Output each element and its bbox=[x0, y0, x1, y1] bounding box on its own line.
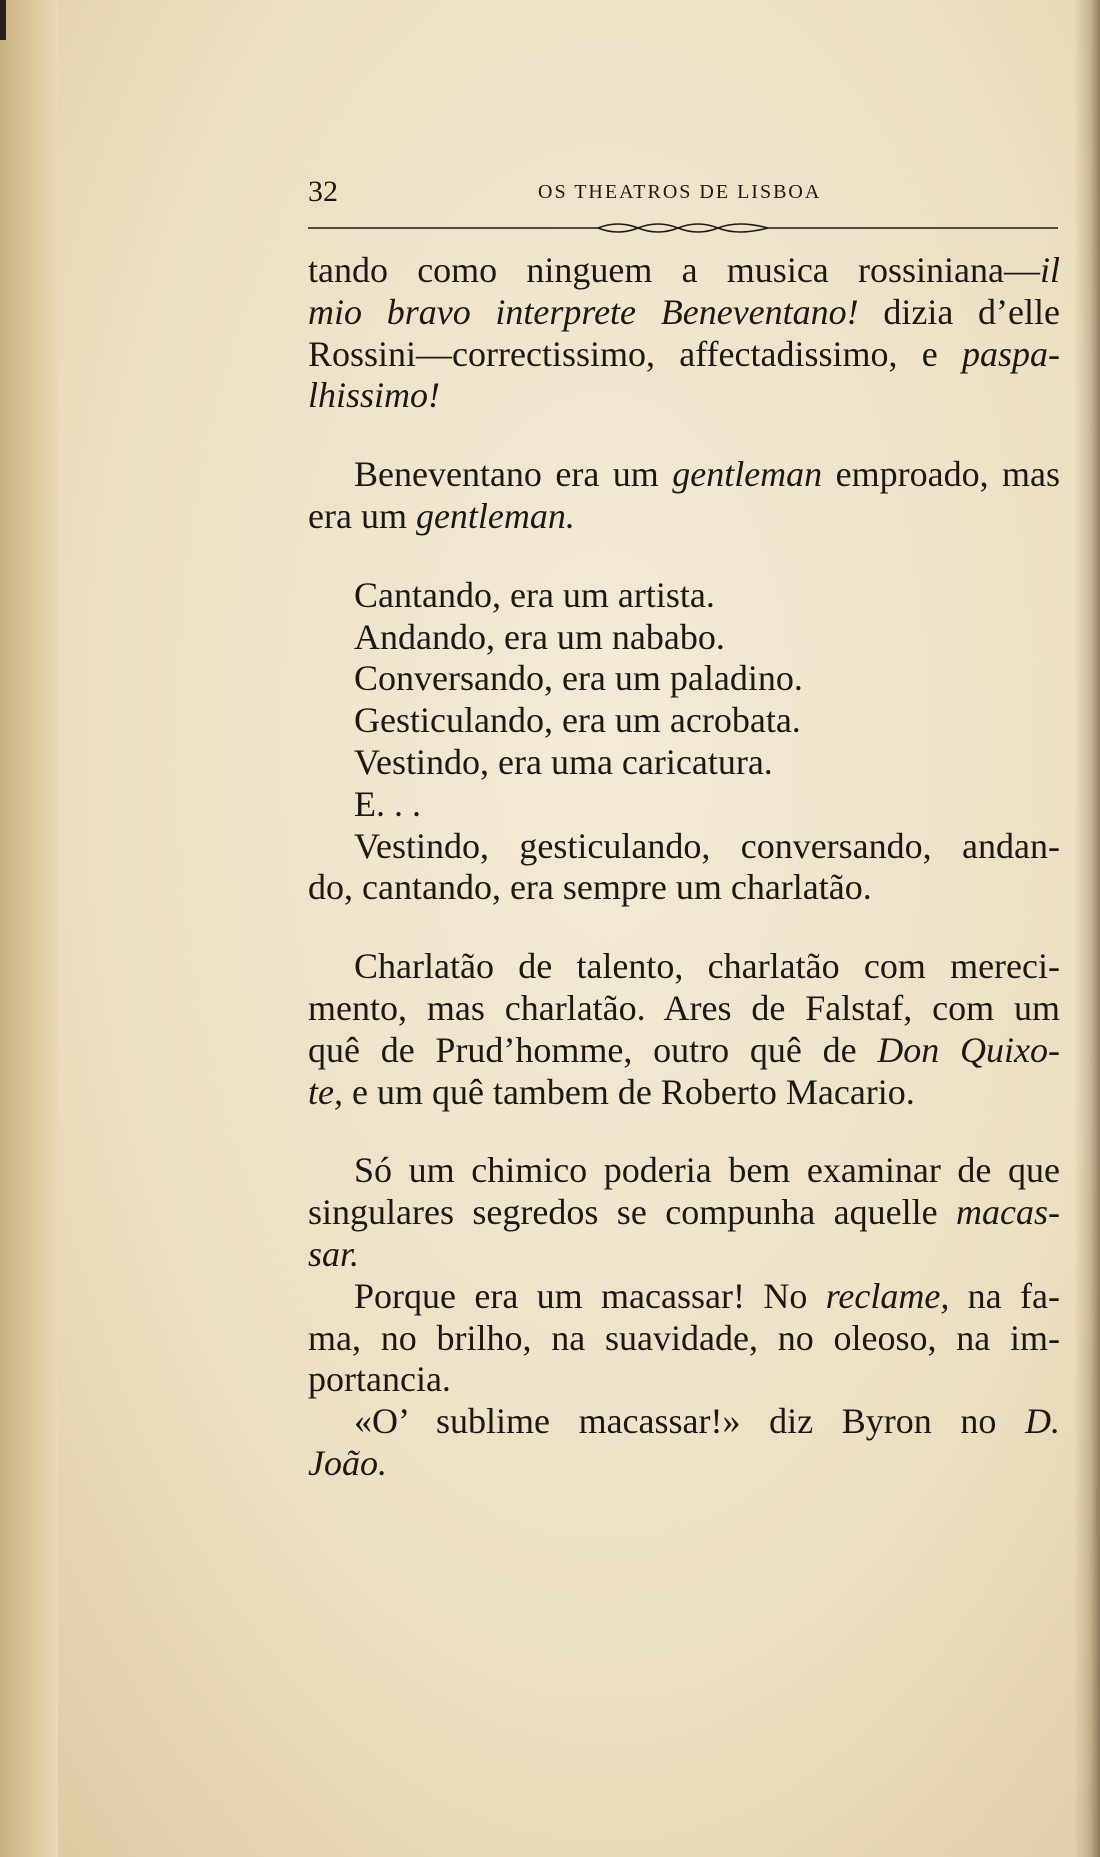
text-span: era um bbox=[308, 495, 416, 536]
text-span: Só um chimico poderia bem examinar de que bbox=[354, 1150, 1060, 1191]
paragraph-gap bbox=[308, 417, 1060, 454]
text-line bbox=[308, 617, 1060, 659]
text-line bbox=[308, 742, 1060, 784]
italic-span: Don Quixo- bbox=[877, 1029, 1060, 1070]
text-line bbox=[308, 1443, 1060, 1485]
text-line bbox=[308, 1276, 1060, 1318]
text-line bbox=[308, 988, 1060, 1030]
text-line bbox=[308, 946, 1060, 988]
text-line bbox=[308, 784, 1060, 826]
text-span: Vestindo, gesticulando, conversando, andan- bbox=[354, 825, 1060, 866]
italic-span: D. bbox=[1025, 1401, 1060, 1442]
text-span: do, cantando, era sempre um charlatão. bbox=[308, 867, 872, 908]
text-span: E. . . bbox=[354, 783, 421, 824]
page-edge-shadow bbox=[1074, 0, 1100, 1857]
text-span: portancia. bbox=[308, 1359, 451, 1400]
text-span: Gesticulando, era um acrobata. bbox=[354, 700, 801, 741]
text-span: na fa- bbox=[949, 1275, 1060, 1316]
text-line bbox=[308, 658, 1060, 700]
text-span: Vestindo, era uma caricatura. bbox=[354, 741, 773, 782]
italic-span: paspa- bbox=[962, 333, 1060, 374]
text-span: Charlatão de talento, charlatão com mereci- bbox=[354, 946, 1060, 987]
text-span: emproado, mas bbox=[822, 454, 1061, 495]
gutter-shadow bbox=[0, 0, 6, 40]
text-span: Rossini—correctissimo, affectadissimo, e bbox=[308, 333, 962, 374]
text-line bbox=[308, 1359, 1060, 1401]
text-line bbox=[308, 1030, 1060, 1072]
text-span: quê de Prud’homme, outro quê de bbox=[308, 1029, 878, 1070]
paragraph-gap bbox=[308, 538, 1060, 575]
text-line bbox=[308, 575, 1060, 617]
text-span: dizia d’elle bbox=[858, 291, 1060, 332]
text-span: Cantando, era um artista. bbox=[354, 574, 715, 615]
text-line bbox=[308, 454, 1060, 496]
italic-span: te, bbox=[308, 1071, 343, 1112]
italic-span: gentleman. bbox=[415, 495, 575, 536]
running-header bbox=[308, 175, 1058, 215]
italic-span: João. bbox=[308, 1442, 387, 1483]
paragraph-gap bbox=[308, 909, 1060, 946]
body-text bbox=[308, 250, 1060, 1485]
italic-span: reclame, bbox=[825, 1275, 950, 1316]
text-line bbox=[308, 1234, 1060, 1276]
paragraph bbox=[308, 575, 1060, 909]
text-line bbox=[308, 1318, 1060, 1360]
text-span: Beneventano era um bbox=[354, 454, 673, 495]
text-line bbox=[308, 375, 1060, 417]
text-span: tando como ninguem a musica rossiniana— bbox=[308, 250, 1040, 290]
header-ornament-rule bbox=[308, 218, 1058, 238]
text-span: Porque era um macassar! No bbox=[354, 1275, 826, 1316]
italic-span: il bbox=[1039, 250, 1060, 290]
italic-span: macas- bbox=[956, 1192, 1060, 1233]
text-line bbox=[308, 496, 1060, 538]
paragraph bbox=[308, 1150, 1060, 1484]
page-number: 32 bbox=[308, 175, 338, 208]
text-span: Conversando, era um paladino. bbox=[354, 658, 803, 699]
paragraph bbox=[308, 454, 1060, 538]
text-line bbox=[308, 700, 1060, 742]
italic-span: lhissimo! bbox=[308, 375, 441, 416]
text-line bbox=[308, 1072, 1060, 1114]
text-line bbox=[308, 1401, 1060, 1443]
text-line bbox=[308, 867, 1060, 909]
text-line bbox=[308, 334, 1060, 376]
paragraph bbox=[308, 946, 1060, 1113]
text-line bbox=[308, 292, 1060, 334]
italic-span: gentleman bbox=[672, 454, 823, 495]
text-span: «O’ sublime macassar!» diz Byron no bbox=[354, 1401, 1025, 1442]
text-line bbox=[308, 1192, 1060, 1234]
text-span: e um quê tambem de Roberto Macario. bbox=[342, 1071, 915, 1112]
text-span: mento, mas charlatão. Ares de Falstaf, com um bbox=[308, 987, 1060, 1028]
text-line bbox=[308, 826, 1060, 868]
text-line bbox=[308, 250, 1060, 292]
text-span: singulares segredos se compunha aquelle bbox=[308, 1192, 957, 1233]
text-span: Andando, era um nababo. bbox=[354, 616, 725, 657]
italic-span: sar. bbox=[308, 1233, 360, 1274]
paragraph-gap bbox=[308, 1113, 1060, 1150]
italic-span: mio bravo interprete Beneventano! bbox=[308, 291, 859, 332]
paragraph bbox=[308, 250, 1060, 417]
text-line bbox=[308, 1150, 1060, 1192]
page-gutter bbox=[0, 0, 58, 1857]
running-title: OS THEATROS DE LISBOA bbox=[538, 181, 822, 203]
text-span: ma, no brilho, na suavidade, no oleoso, na im- bbox=[308, 1317, 1060, 1358]
